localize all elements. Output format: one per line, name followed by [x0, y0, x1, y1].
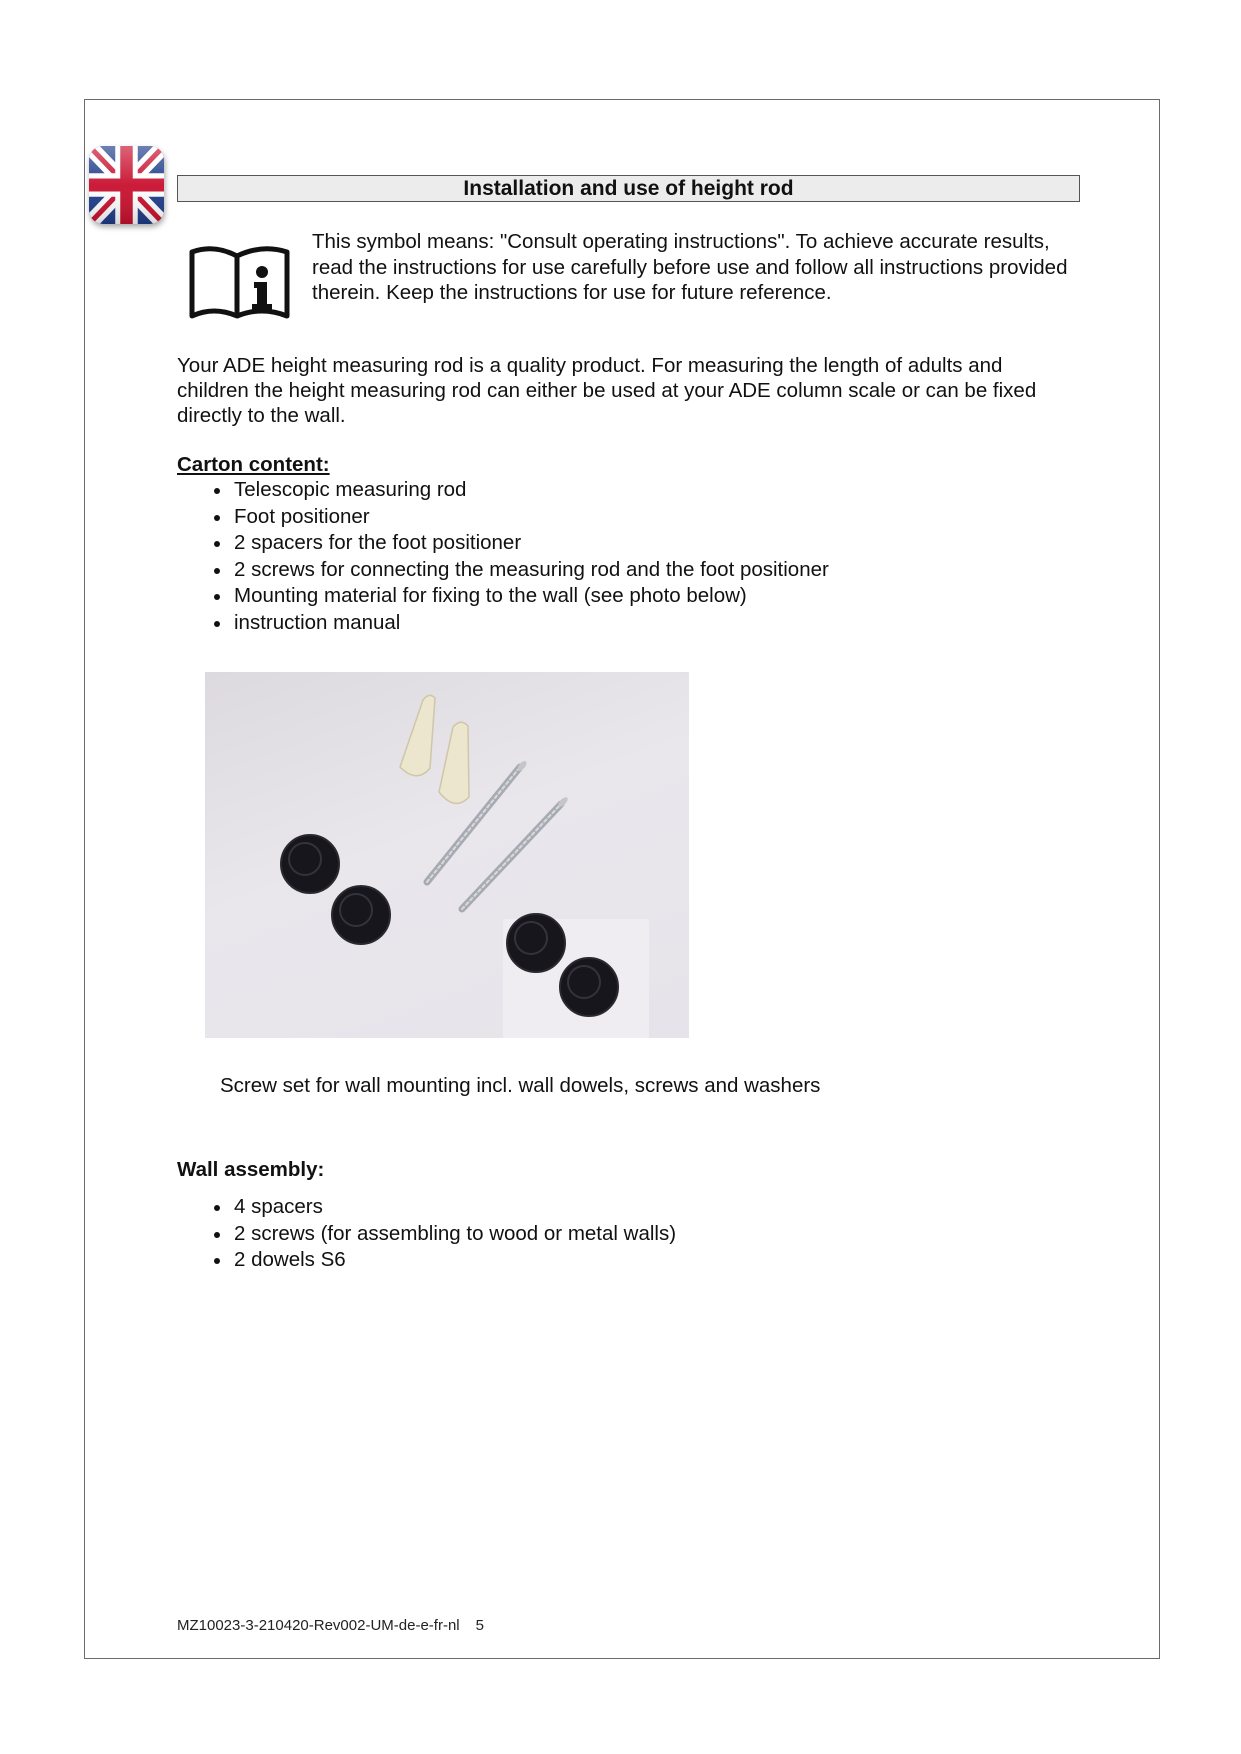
screw-set-photo: [205, 672, 689, 1038]
intro-paragraph: Your ADE height measuring rod is a quality product. For measuring the length of adults and children the height measuring rod can either be used at your ADE column scale or can be fixed directly to the wall.: [177, 354, 1037, 427]
carton-content-heading: Carton content:: [177, 453, 330, 476]
list-item: 2 screws for connecting the measuring rod and the foot positioner: [210, 557, 829, 584]
page-footer: [177, 1617, 484, 1634]
list-item: Mounting material for fixing to the wall (see photo below): [210, 583, 829, 610]
wall-assembly-heading: Wall assembly:: [177, 1158, 325, 1181]
document-id: MZ10023-3-210420-Rev002-UM-de-e-fr-nl: [177, 1617, 460, 1634]
photo-caption: Screw set for wall mounting incl. wall dowels, screws and washers: [220, 1074, 821, 1097]
list-item: Foot positioner: [210, 504, 829, 531]
section-title: Installation and use of height rod: [177, 175, 1080, 202]
carton-content-list: [210, 477, 829, 636]
list-item: instruction manual: [210, 610, 829, 637]
wall-assembly-list: [210, 1194, 676, 1274]
page-number: 5: [475, 1617, 484, 1634]
list-item: 4 spacers: [210, 1194, 676, 1221]
consult-instructions-icon: [188, 244, 291, 322]
list-item: 2 screws (for assembling to wood or metal walls): [210, 1221, 676, 1248]
list-item: 2 spacers for the foot positioner: [210, 530, 829, 557]
symbol-explanation: This symbol means: "Consult operating instructions". To achieve accurate results, read the instructions for use carefully before use and follow all instructions provided therein. Keep the instructions for use for future reference.: [312, 230, 1068, 304]
list-item: 2 dowels S6: [210, 1247, 676, 1274]
list-item: Telescopic measuring rod: [210, 477, 829, 504]
uk-flag-icon: [89, 146, 164, 224]
